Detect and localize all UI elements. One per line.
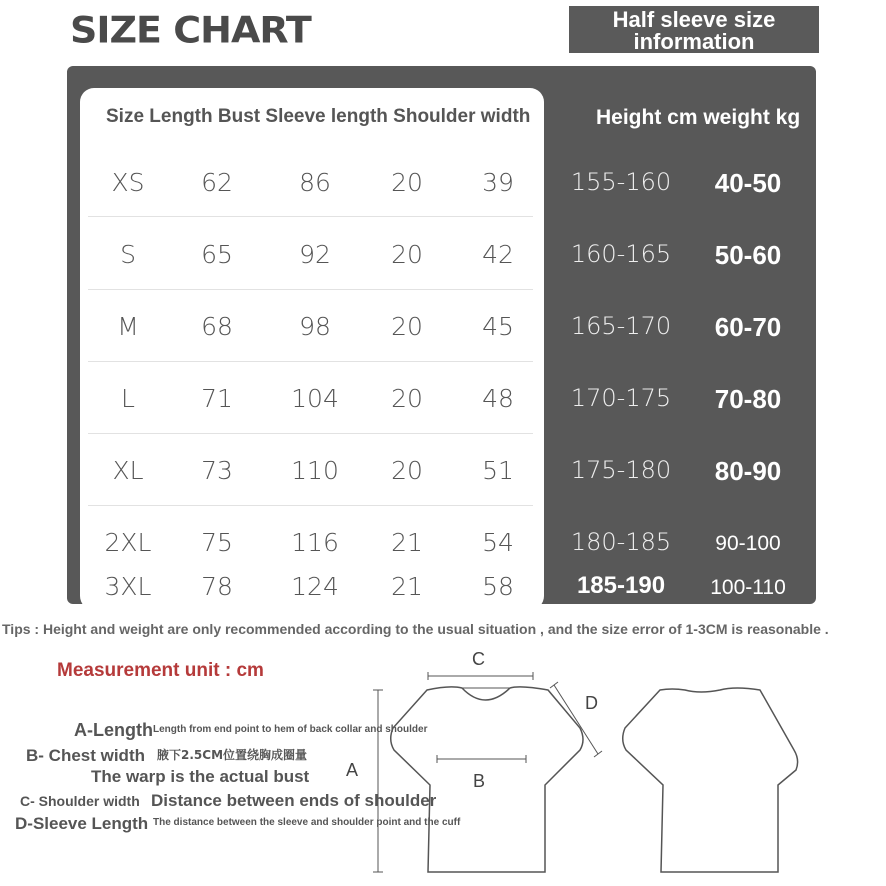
- cell-weight: 100-110: [710, 576, 786, 599]
- front-shirt-outline: [391, 687, 583, 872]
- legend-c-desc: Distance between ends of shoulder: [151, 791, 437, 810]
- cell-size: M: [117, 312, 139, 341]
- cell-height: 155-160: [570, 168, 672, 196]
- cell-sleeve: 20: [391, 384, 423, 413]
- cell-size: 2XL: [104, 528, 152, 557]
- cell-bust: 92: [299, 240, 331, 269]
- cell-weight: 80-90: [714, 456, 782, 486]
- cell-sleeve: 20: [391, 240, 423, 269]
- legend-c-label: C- Shoulder width: [20, 793, 140, 809]
- cell-sleeve: 21: [391, 572, 423, 601]
- badge-line-2: information: [633, 29, 755, 54]
- legend-b-desc: 腋下2.5CM位置绕胸成圈量: [157, 748, 308, 762]
- cell-bust: 86: [299, 168, 331, 197]
- legend-d-desc: The distance between the sleeve and shoulder point and the cuff: [153, 817, 461, 828]
- cell-weight: 50-60: [714, 240, 782, 270]
- cell-size: XL: [112, 456, 144, 485]
- cell-length: 65: [201, 240, 233, 269]
- back-shirt-outline: [623, 688, 798, 872]
- diagram-label-b: B: [473, 771, 486, 791]
- cell-shoulder: 58: [482, 572, 514, 601]
- cell-length: 78: [201, 572, 233, 601]
- cell-height: 165-170: [570, 312, 672, 340]
- cell-size: XS: [111, 168, 145, 197]
- cell-length: 73: [201, 456, 233, 485]
- legend-b-label: B- Chest width: [26, 746, 145, 765]
- cell-shoulder: 42: [482, 240, 514, 269]
- cell-sleeve: 20: [391, 168, 423, 197]
- cell-bust: 124: [291, 572, 339, 601]
- legend-b-note: The warp is the actual bust: [91, 767, 310, 786]
- cell-height: 180-185: [570, 528, 672, 556]
- cell-height: 170-175: [570, 384, 672, 412]
- page-title: SIZE CHART: [70, 9, 311, 51]
- cell-bust: 98: [299, 312, 331, 341]
- cell-length: 68: [201, 312, 233, 341]
- cell-weight: 90-100: [715, 532, 781, 555]
- cell-weight: 60-70: [714, 312, 782, 342]
- cell-bust: 104: [291, 384, 339, 413]
- diagram-label-a: A: [346, 760, 359, 780]
- badge-line-1: Half sleeve size: [612, 7, 776, 32]
- cell-shoulder: 51: [482, 456, 514, 485]
- cell-length: 62: [201, 168, 233, 197]
- diagram-label-c: C: [472, 649, 485, 669]
- cell-sleeve: 21: [391, 528, 423, 557]
- measurement-unit: Measurement unit : cm: [57, 660, 264, 681]
- cell-length: 75: [201, 528, 233, 557]
- tips-text: Tips : Height and weight are only recommended according to the usual situation , and the size error of 1-3CM is reasonable .: [2, 621, 829, 637]
- cell-weight: 70-80: [714, 384, 782, 414]
- cell-size: 3XL: [104, 572, 152, 601]
- table-header-right: Height cm weight kg: [596, 106, 801, 129]
- legend-a-label: A-Length: [74, 720, 153, 740]
- cell-shoulder: 45: [482, 312, 514, 341]
- cell-bust: 110: [291, 456, 339, 485]
- diagram-label-d: D: [585, 693, 598, 713]
- legend-a-desc: Length from end point to hem of back collar and shoulder: [153, 724, 428, 735]
- cell-bust: 116: [291, 528, 339, 557]
- cell-shoulder: 39: [482, 168, 514, 197]
- cell-sleeve: 20: [391, 456, 423, 485]
- d-tick-top: [550, 682, 558, 688]
- cell-shoulder: 48: [482, 384, 514, 413]
- d-tick-bottom: [594, 751, 602, 757]
- cell-sleeve: 20: [391, 312, 423, 341]
- legend-d-label: D-Sleeve Length: [15, 814, 149, 833]
- cell-length: 71: [201, 384, 233, 413]
- cell-height: 175-180: [570, 456, 672, 484]
- cell-height: 160-165: [570, 240, 672, 268]
- cell-height: 185-190: [576, 572, 666, 599]
- cell-size: S: [120, 240, 136, 269]
- cell-weight: 40-50: [714, 168, 782, 198]
- table-header-left: Size Length Bust Sleeve length Shoulder width: [106, 106, 531, 127]
- cell-size: L: [121, 384, 135, 413]
- cell-shoulder: 54: [482, 528, 514, 557]
